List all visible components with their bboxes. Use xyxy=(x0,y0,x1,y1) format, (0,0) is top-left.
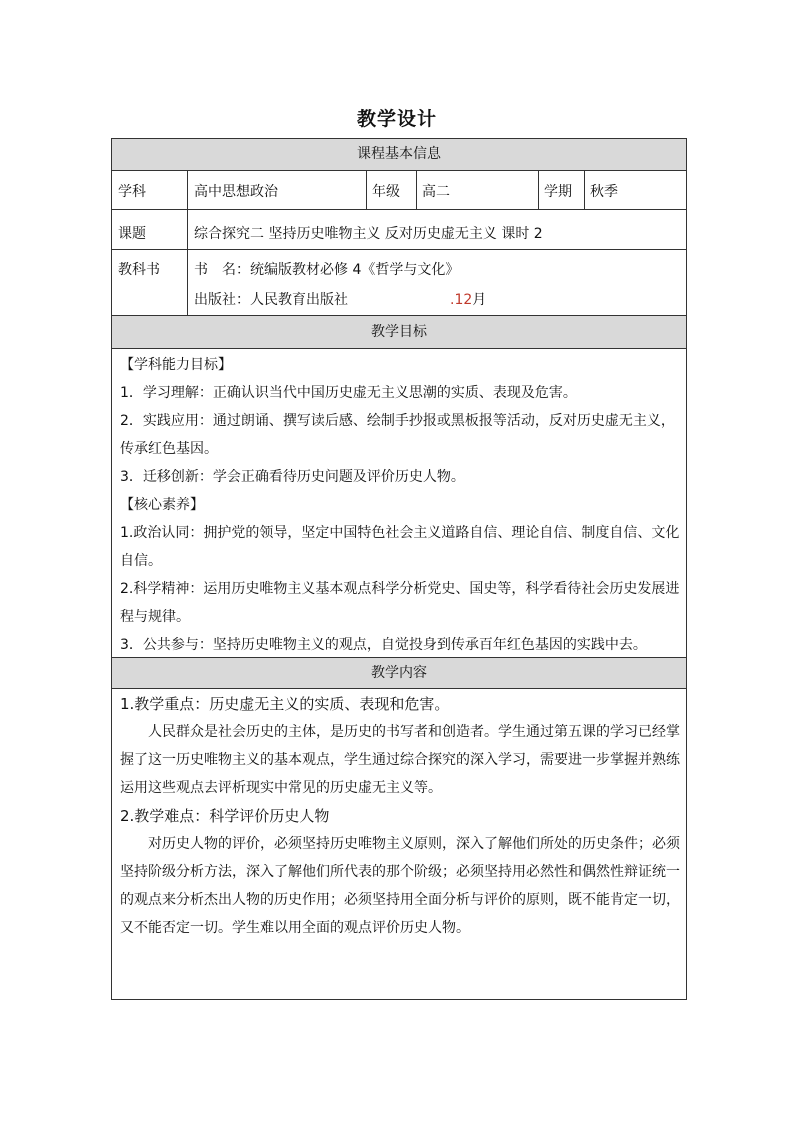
core-header: 【核心素养】 xyxy=(120,497,204,513)
publisher: 出版社：人民教育出版社 xyxy=(194,292,348,308)
lesson-plan-table xyxy=(111,138,687,1000)
ability-item-2: 2．实践应用：通过朗诵、撰写读后感、绘制手抄报或黑板报等活动，反对历史虚无主义，传承红色基因。 xyxy=(120,413,675,457)
difficulty-title: 2.教学难点：科学评价历史人物 xyxy=(120,807,330,825)
key-point-title: 1.教学重点：历史虚无主义的实质、表现和危害。 xyxy=(120,695,450,713)
textbook-label: 教科书 xyxy=(118,262,160,278)
book-name: 书 名：统编版教材必修 4《哲学与文化》 xyxy=(194,262,460,278)
objectives-block xyxy=(120,351,680,659)
section-basic-info: 课程基本信息 xyxy=(112,139,686,171)
core-item-1: 1.政治认同：拥护党的领导，坚定中国特色社会主义道路自信、理论自信、制度自信、文化自信。 xyxy=(120,525,680,569)
page-title: 教学设计 xyxy=(356,108,437,130)
term-label: 学期 xyxy=(544,184,572,200)
topic-value: 综合探究二 坚持历史唯物主义 反对历史虚无主义 课时 2 xyxy=(194,226,543,242)
ability-header: 【学科能力目标】 xyxy=(120,357,232,373)
key-point-body: 人民群众是社会历史的主体，是历史的书写者和创造者。学生通过第五课的学习已经掌握了这一历史唯物主义的基本观点，学生通过综合探究的深入学习，需要进一步掌握并熟练运用这些观点去评析现实中常见的历史虚无主义等。 xyxy=(120,724,680,796)
subject-value: 高中思想政治 xyxy=(194,184,278,200)
core-item-3: 3．公共参与：坚持历史唯物主义的观点，自觉投身到传承百年红色基因的实践中去。 xyxy=(120,637,647,653)
ability-item-3: 3．迁移创新：学会正确看待历史问题及评价历史人物。 xyxy=(120,469,465,485)
grade-value: 高二 xyxy=(422,184,450,200)
ability-item-1: 1．学习理解：正确认识当代中国历史虚无主义思潮的实质、表现及危害。 xyxy=(120,385,577,401)
section-objectives: 教学目标 xyxy=(112,315,686,349)
publish-month-unit: 月 xyxy=(472,292,487,308)
difficulty-body: 对历史人物的评价，必须坚持历史唯物主义原则，深入了解他们所处的历史条件；必须坚持阶级分析方法，深入了解他们所代表的那个阶级；必须坚持用必然性和偶然性辩证统一的观点来分析杰出人物的历史作用；必须坚持用全面分析与评价的原则，既不能肯定一切，又不能否定一切。学生难以用全面的观点评价历史人物。 xyxy=(120,836,680,936)
subject-label: 学科 xyxy=(118,184,146,200)
publish-month-number: .12 xyxy=(450,292,473,308)
term-value: 秋季 xyxy=(590,184,618,200)
topic-label: 课题 xyxy=(118,226,146,242)
publish-month xyxy=(450,289,486,309)
grade-label: 年级 xyxy=(372,184,400,200)
content-block xyxy=(120,690,680,942)
core-item-2: 2.科学精神：运用历史唯物主义基本观点科学分析党史、国史等，科学看待社会历史发展进程与规律。 xyxy=(120,581,680,625)
section-content: 教学内容 xyxy=(112,657,686,689)
